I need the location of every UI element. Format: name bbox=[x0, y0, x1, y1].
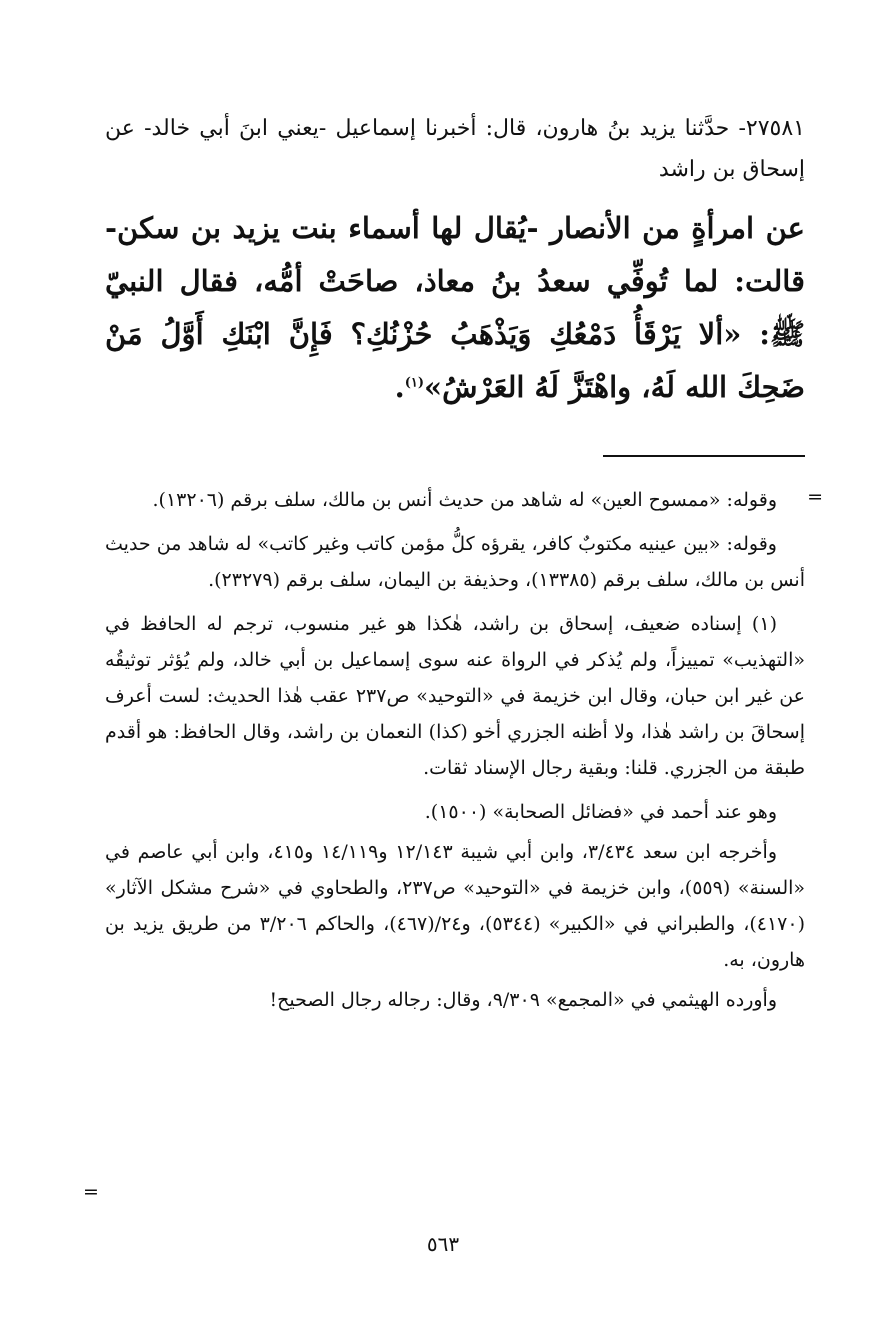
hadith-matn-text: عن امرأةٍ من الأنصار -يُقال لها أسماء بنت يزيد بن سكن- قالت: لما تُوفِّي سعدُ بنُ معاذ، صاحَتْ أمُّه، فقال النبيّ ﷺ: «ألا يَرْقَأُ دَمْعُكِ وَيَذْهَبُ حُزْنُكِ؟ فَإِنَّ ابْنَكِ أَوَّلُ مَنْ ضَحِكَ الله لَهُ، واهْتَزَّ لَهُ العَرْشُ» bbox=[105, 211, 805, 404]
continuation-mark-start: = bbox=[807, 486, 823, 508]
footnote-paragraph: وهو عند أحمد في «فضائل الصحابة» (١٥٠٠). bbox=[424, 801, 777, 823]
footnotes-section bbox=[105, 482, 805, 1026]
footnote-paragraph: وقوله: «ممسوح العين» له شاهد من حديث أنس بن مالك، سلف برقم (١٣٢٠٦). bbox=[152, 489, 777, 511]
footnote-reference[interactable]: (١) bbox=[404, 375, 425, 391]
footnote-paragraph: وقوله: «بين عينيه مكتوبٌ كافر، يقرؤه كلُّ مؤمن كاتب وغير كاتب» له شاهد من حديث أنس بن مالك، سلف برقم (١٣٣٨٥)، وحذيفة بن اليمان، سلف برقم (٢٣٢٧٩). bbox=[105, 533, 805, 591]
hadith-block bbox=[105, 108, 805, 414]
hadith-matn bbox=[105, 202, 805, 414]
footnote-separator bbox=[603, 455, 805, 457]
hadith-matn-end: . bbox=[394, 370, 405, 404]
footnote-paragraph: وأورده الهيثمي في «المجمع» ٩/٣٠٩، وقال: رجاله رجال الصحيح! bbox=[269, 989, 777, 1011]
footnote-paragraph: وأخرجه ابن سعد ٣/٤٣٤، وابن أبي شيبة ١٢/١٤٣ و١٤/١١٩ و٤١٥، وابن أبي عاصم في «السنة» (٥٥٩)، وابن خزيمة في «التوحيد» ص٢٣٧، والطحاوي في «شرح مشكل الآثار» (٤١٧٠)، والطبراني في «الكبير» (٥٣٤٤)، و٢٤/(٤٦٧)، والحاكم ٣/٢٠٦ من طريق يزيد بن هارون، به. bbox=[105, 841, 806, 971]
hadith-sanad: ٢٧٥٨١- حدَّثنا يزيد بنُ هارون، قال: أخبرنا إسماعيل -يعني ابنَ أبي خالد- عن إسحاق بن راشد bbox=[105, 116, 805, 182]
continuation-mark-end: = bbox=[83, 1181, 99, 1203]
page-number: ٥٦٣ bbox=[426, 1232, 460, 1256]
footnote-paragraph: (١) إسناده ضعيف، إسحاق بن راشد، هٰكذا هو غير منسوب، ترجم له الحافظ في «التهذيب» تمييزاً، ولم يُذكر في الرواة عنه سوى إسماعيل بن أبي خالد، ولم يُؤثر توثيقُه عن غير ابن حبان، وقال ابن خزيمة في «التوحيد» ص٢٣٧ عقب هٰذا الحديث: لست أعرف إسحاقَ بن راشد هٰذا، ولا أظنه الجزري أخو (كذا) النعمان بن راشد، وقال الحافظ: هو أقدم طبقة من الجزري. قلنا: وبقية رجال الإسناد ثقات. bbox=[105, 613, 805, 779]
